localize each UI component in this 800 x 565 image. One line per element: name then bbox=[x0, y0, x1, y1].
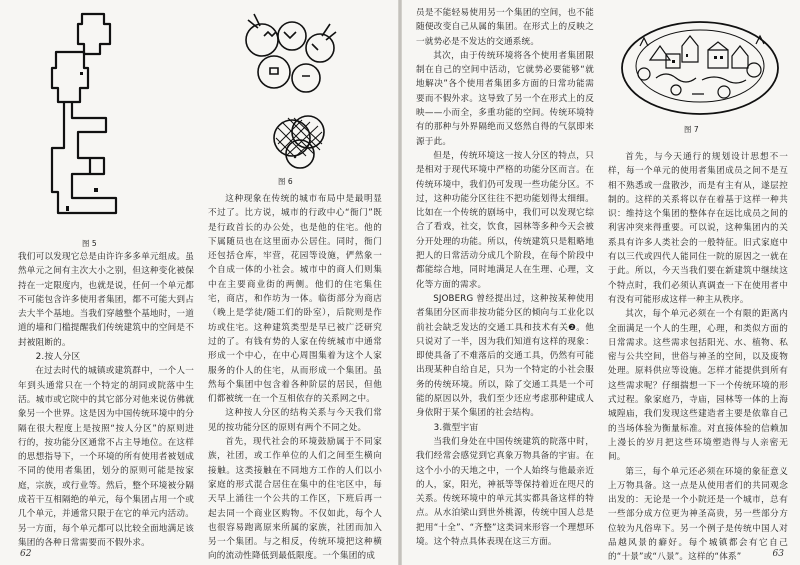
left-page-column-2 bbox=[208, 192, 382, 562]
right-page-column-1 bbox=[416, 6, 594, 548]
paragraph: 首先，与今天通行的规划设计思想不一样，每一个单元的使用者集团成员之间不是互相不熟悉或一盘散沙，而是有主有从，遂层控制的。这样的关系将以存在着基于这样一种共识：维持这个集团的整体存在远比成员之间的利害冲突来得重要。可以说，这种集团内的关系具有许多人类社会的一般特征。旧式家庭中有以三代或四代人能同住一院的原因之一就在于此。所以，今天当我们要在新建筑中继续这个特点时，我们必须认真调查一下在使用者中有没有可能形成这样一种主从秩序。 bbox=[608, 152, 788, 305]
figure-5-plan-drawing bbox=[44, 8, 140, 236]
page-number: 62 bbox=[20, 549, 32, 559]
paragraph: 其次，由于传统环境将各个使用者集团限制在自己的空间中活动，它就势必要能够“就地解决”各个使用者集团多方面的日常功能需要而不假外求。这导致了另一个在形式上的反映——小而全，多重功能的空间。传统环境特有的那种与外界隔绝而又悠然自得的气氛即来源于此。 bbox=[416, 50, 594, 147]
figure-6-circles-drawing bbox=[232, 6, 346, 174]
left-page bbox=[0, 0, 398, 565]
figure-5-caption: 图 5 bbox=[82, 239, 97, 248]
paragraph: SJOBERG 曾经提出过，这种按某种使用者集团分区而非按功能分区的倾向与工业化以前社会缺乏发达的交通工具和技术有关❷。他只说对了一半，因为我们知道有这样的现象：即使具备了不难落后的交通工具，仍然有可能出现某种自给自足，只为一个特定的小社会服务的传统环境。所以，除了交通工具是一个可能的原因以外，我们至少还应考虑那种建成人身依附于某个集团的社会结构。 bbox=[416, 293, 594, 419]
figure-7-caption: 图 7 bbox=[684, 125, 699, 134]
section-heading: 2.按人分区 bbox=[35, 352, 81, 363]
paragraph: 首先，现代社会的环境鼓励属于不同家族，社团，或工作单位的人们之间至生横向接触。这类接触在不同地方工作的人们以小家庭的形式混合居住在集中的住宅区中，每天早上涌往一个公共的工作区，下班后再一起去同一个商业区购物。不仅如此，每个人也很容易跑离原来所属的家族，社团而加入另一个集团。与之相反，传统环境把这种横向的流动性降低到最低限度。一个集团的成 bbox=[208, 437, 382, 562]
paragraph: 但是，传统环境这一按人分区的特点，只是相对于现代环境中严格的功能分区而言。在传统环境中，我们仍可发现一些功能分区。不过，这种功能分区往往不把功能划得太细细。比如在一个传统的剧场中，我们可以发现它综合了看戏，社交，饮食，园林等多种今天会被分开处理的功能。所以，传统建筑只是粗略地把人的日常活动分成几个阶段，在每个阶段中都能综合地，同时地满足人在生理、心理，文化等方面的需求。 bbox=[416, 150, 594, 290]
left-page-column-1 bbox=[18, 250, 194, 548]
right-page bbox=[402, 0, 800, 565]
figure-6-caption: 图 6 bbox=[278, 177, 293, 186]
paragraph: 当我们身处在中国传统建筑的院落中时，我们经常会感觉到它真象万物具备的宇宙。在这个小小的天地之中，一个人始终与他最亲近的人，家，阳光，神祇等等保持着近在咫尺的关系。传统环境中的单元其实都具备这样的特点。从水泊梁山到世外桃源，传统中国人总是把用“十全”、“齐整”这类词来形容一个理想环境。这个特点具体表现在这三方面。 bbox=[416, 436, 594, 547]
paragraph: 我们可以发现它总是由许许多多单元组成。虽然单元之间有主次大小之别，但这种变化被保持在一定限度内，也就是说，任何一个单元都不可能包含许多使用者集团，都不可能大到占去大半个基地。当我们穿越整个基地时，一道道的墙和门槛提醒我们传统建筑中的空间是不封被阻断的。 bbox=[18, 252, 194, 348]
paragraph: 其次，每个单元必须在一个有限的距离内全面满足一个人的生理，心理，和类似方面的日常需求。这些需求包括阳光、水、植物、私密与公共空间，世俗与神圣的空间，以及废物处理。原料供应等设施。怎样才能提供到所有这些需求呢？仔细揣想一下一个传统环境的形式过程。象家庭乃，寺庙，园林等一体的上海城隍庙，我们发现这些建造者主要是依靠自己的当场体验为衡量标准。对直接体验的信赖加上漫长的岁月把这些环境塑造得与人亲密无间。 bbox=[608, 309, 788, 463]
section-heading: 3.微型宇宙 bbox=[433, 422, 479, 433]
paragraph: 第三，每个单元还必须在环境的象征意义上万物具备。这一点是从使用者们的共同观念出发的：无论是一个小院还是一个城市，总有一些部分成方位更为神圣高贵，另一些部分方位较为凡俗卑下。另一个例子是传统中国人对品越风景的癖好。每个城镇都会有它自己的“十景”或“八景”。这样的“体系” bbox=[608, 466, 788, 563]
paragraph: 这种现象在传统的城市布局中是最明显不过了。比方说，城市的行政中心“衙门”既是行政首长的办公处，也是他的住宅。他的下属随员也在这里面办公居住。同时，衙门还包括仓库，牢营，花园等设施，俨然象一个自成一体的小社会。城市中的商人们则集中在主要商业街的两侧。他们的住宅集住宅，商店，和作坊为一体。临街部分为商店（晚上是学徒/随工们的卧室），后院则是作坊或住宅。这种建筑类型是早已被广泛研究过的了。有钱有势的人家在传统城市中通常形成一个中心，在中心周围集着为这个人家服务的仆人的住宅，从而形成一个集团。虽然每个集团中包含着各种阶层的居民，但他们都被统一在一个互相依存的关系网之中。 bbox=[208, 194, 382, 405]
paragraph: 这种按人分区的结构关系与今天我们常见的按功能分区的原则有两个不同之处。 bbox=[208, 408, 382, 433]
paragraph: 员是不能轻易使用另一个集团的空间，也不能随便改变自己从属的集团。在形式上的反映之一就势必是不发达的交通系统。 bbox=[416, 8, 594, 47]
paragraph: 在过去时代的城镇或建筑群中，一个人一年到头通常只在一个特定的胡同或院落中生活。城市或它院中的其它部分对他来说仿佛就象另一个世界。这是因为中国传统环境中的分隔在很大程度上是按照“按人分区”的原则进行的，按功能分区通常不占主导地位。在这样的思想指导下，一个环境的所有使用者被划成不同的使用者集团，划分的原则可能是按家庭，宗族，或行业等。然后，整个环境被分隔成若干互相隔绝的单元，每个集团占用一个或几个单元，并通常只限于在它的单元内活动。另一方面，每个单元都可以比较全面地满足该集团的各种日常需要而不假外求。 bbox=[18, 366, 194, 548]
page-number: 63 bbox=[772, 549, 784, 559]
figure-7-landscape-drawing bbox=[616, 10, 784, 118]
